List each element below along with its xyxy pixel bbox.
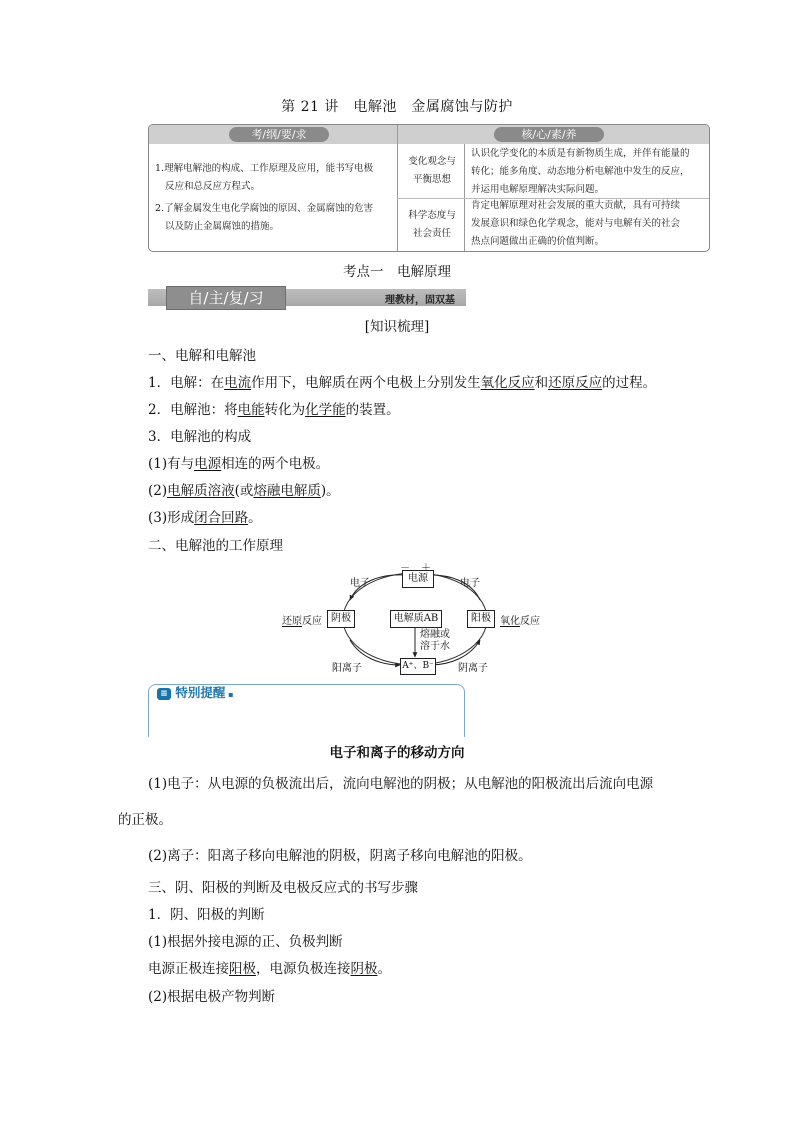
objectives-table — [148, 124, 710, 252]
literacy-2-description: 肯定电解原理对社会发展的重大贡献，具有可持续 发展意识和绿色化学观念，能对与电解有关的社会 热点问题做出正确的价值判断。 — [471, 200, 681, 247]
list-item: (2)根据电极产物判断 — [148, 989, 276, 1005]
divider — [397, 125, 398, 251]
electron-label-left: 电子 — [350, 578, 370, 589]
list-item: (2)电解质溶液(或熔融电解质)。 — [148, 483, 340, 499]
paragraph-composition: 3．电解池的构成 — [148, 429, 252, 445]
paragraph-electrolysis: 1．电解：在电流作用下，电解质在两个电极上分别发生氧化反应和还原反应的过程。 — [148, 375, 657, 391]
header-left-pill — [229, 127, 329, 142]
electron-movement: (1)电子：从电源的负极流出后，流向电解池的阴极；从电解池的阳极流出后流向电源 — [148, 776, 654, 792]
electrolysis-diagram — [280, 562, 550, 682]
cathode-box: 阴极 — [327, 610, 355, 628]
heading-2: 二、电解池的工作原理 — [148, 538, 283, 554]
paragraph-cell: 2．电解池：将电能转化为化学能的装置。 — [148, 402, 400, 418]
electron-label-right: 电子 — [460, 578, 480, 589]
positive-terminal: ＋ — [421, 563, 431, 574]
header-right-pill — [494, 127, 604, 142]
band-label: 自/主/复/习 — [166, 286, 286, 310]
literacy-1: 变化观念与 平衡思想 — [408, 156, 456, 185]
heading-1: 一、电解和电解池 — [148, 348, 256, 364]
oxidation-label: 氧化反应 — [500, 616, 540, 627]
knowledge-heading: [知识梳理] — [364, 319, 430, 335]
list-item: (1)根据外接电源的正、负极判断 — [148, 934, 343, 950]
section-title: 考点一 电解原理 — [343, 264, 451, 280]
literacy-1-description: 认识化学变化的本质是有新物质生成，并伴有能量的 转化；能多角度、动态地分析电解池中发生的反应， 并运用电解原理解决实际问题。 — [471, 148, 690, 195]
paragraph-judgement: 1．阴、阳极的判断 — [148, 907, 265, 923]
reduction-label: 还原反应 — [282, 616, 322, 627]
paragraph-connection: 电源正极连接阳极，电源负极连接阴极。 — [148, 961, 391, 977]
page-title: 第 21 讲 电解池 金属腐蚀与防护 — [281, 99, 513, 115]
header-right-label: 核/心/素/养 — [521, 128, 577, 141]
cation-label: 阳离子 — [332, 663, 362, 674]
ions-box: A⁺、B⁻ — [400, 658, 436, 675]
band-note: 理教材，固双基 — [385, 295, 455, 306]
anion-label: 阴离子 — [458, 663, 488, 674]
melt-dissolve-label: 熔融或 溶于水 — [420, 629, 450, 652]
anode-box: 阳极 — [467, 610, 495, 628]
special-tip-header: ≡ 特别提醒 ▪ — [157, 683, 234, 701]
power-source-box: 电源 — [402, 570, 434, 588]
requirement-2: 2.了解金属发生电化学腐蚀的原因、金属腐蚀的危害 以及防止金属腐蚀的措施。 — [155, 203, 374, 232]
heading-3: 三、阴、阳极的判断及电极反应式的书写步骤 — [148, 880, 418, 896]
header-left-label: 考/纲/要/求 — [251, 128, 307, 141]
electron-movement-cont: 的正极。 — [118, 812, 172, 828]
tip-icon: ≡ — [157, 688, 171, 700]
literacy-2: 科学态度与 社会责任 — [408, 210, 456, 239]
list-item: (1)有与电源相连的两个电极。 — [148, 456, 330, 472]
ion-movement: (2)离子：阳离子移向电解池的阴极，阴离子移向电解池的阳极。 — [148, 848, 532, 864]
negative-terminal: － — [400, 563, 410, 574]
requirement-1: 1.理解电解池的构成、工作原理及应用，能书写电极 反应和总反应方程式。 — [155, 163, 374, 192]
movement-title: 电子和离子的移动方向 — [329, 745, 465, 761]
electrolyte-box: 电解质AB — [390, 610, 442, 628]
list-item: (3)形成闭合回路。 — [148, 510, 262, 526]
